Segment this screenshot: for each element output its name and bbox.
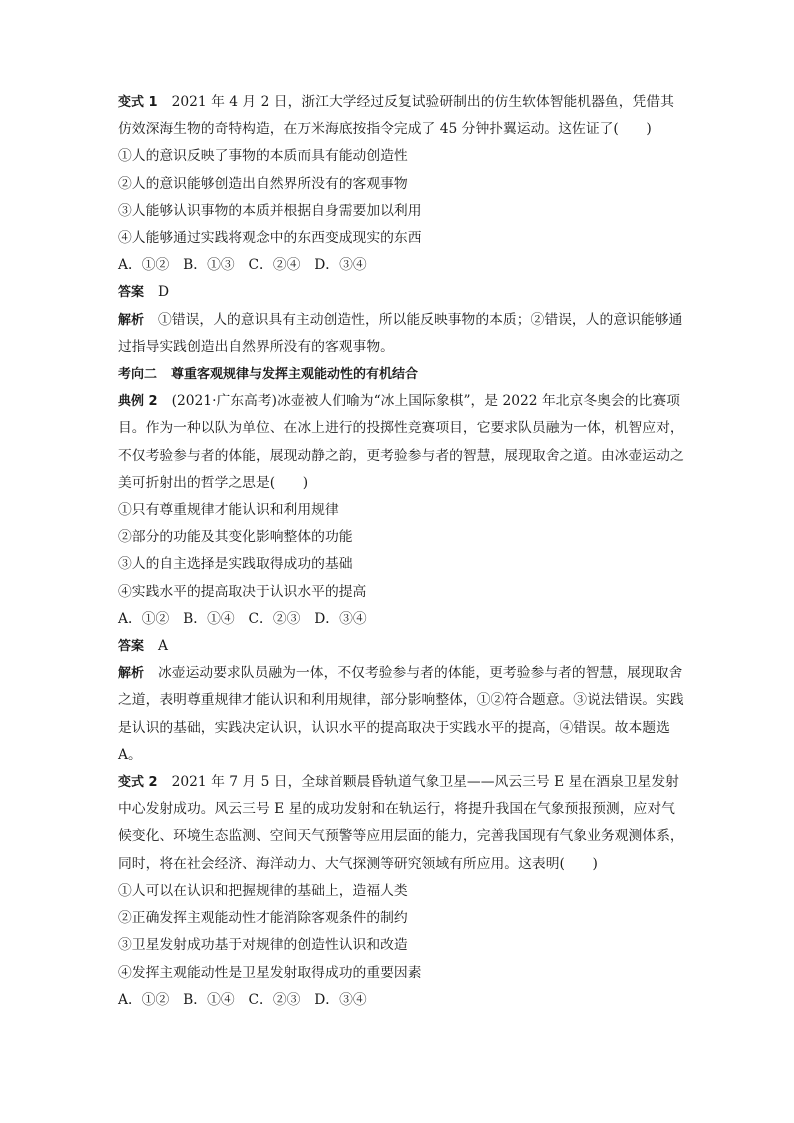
answer-value: D [158, 284, 170, 301]
document-content [118, 89, 684, 1014]
section-heading [118, 361, 684, 388]
analysis-label: 解析 [118, 666, 145, 682]
variant1-stem-text: 2021 年 4 月 2 日，浙江大学经过反复试验研制出的仿生软体智能机器鱼，凭借其仿效深海生物的奇特构造，在万米海底按指令完成了 45 分钟扑翼运动。这佐证了( ) [118, 94, 674, 138]
section-title: 尊重客观规律与发挥主观能动性的有机结合 [171, 367, 419, 383]
variant1-analysis [118, 307, 684, 361]
variant1-option-2: ②人的意识能够创造出自然界所没有的客观事物 [118, 175, 408, 192]
variant1-stem [118, 89, 684, 143]
variant1-option-3: ③人能够认识事物的本质并根据自身需要加以利用 [118, 202, 422, 219]
variant2-choices: A．①② B．①④ C．②③ D．③④ [118, 991, 367, 1008]
variant1-choices: A．①② B．①③ C．②④ D．③④ [118, 257, 367, 274]
variant1-option-4: ④人能够通过实践将观念中的东西变成现实的东西 [118, 230, 422, 247]
variant2-stem-text: 2021 年 7 月 5 日，全球首颗晨昏轨道气象卫星——风云三号 E 星在酒泉卫星发射中心发射成功。风云三号 E 星的成功发射和在轨运行，将提升我国在气象预报预测，应对气候变化、环境生态监测、空间天气预警等应用层面的能力，完善我国现有气象业务观测体系，同时，将在社会经济、海洋动力、大气探测等研究领域有所应用。这表明( ) [118, 774, 684, 872]
section-label: 考向二 [118, 367, 158, 383]
example2-stem-text: (2021·广东高考)冰壶被人们喻为“冰上国际象棋”，是 2022 年北京冬奥会的比赛项目。作为一种以队为单位、在冰上进行的投掷性竞赛项目，它要求队员融为一体，机智应对，不仅考验参与者的体能，展现动静之韵，更考验参与者的智慧，展现取舍之道。由冰壶运动之美可折射出的哲学之思是( ) [118, 393, 684, 491]
example2-stem [118, 388, 684, 497]
example2-answer [118, 633, 684, 660]
example2-label: 典例 2 [118, 394, 158, 410]
analysis-label: 解析 [118, 312, 145, 328]
variant2-label: 变式 2 [118, 775, 158, 791]
example2-analysis [118, 660, 684, 769]
variant2-option-3: ③卫星发射成功基于对规律的创造性认识和改造 [118, 937, 408, 954]
variant1-option-1: ①人的意识反映了事物的本质而具有能动创造性 [118, 148, 408, 165]
example2-option-3: ③人的自主选择是实践取得成功的基础 [118, 556, 353, 573]
variant1-label: 变式 1 [118, 95, 158, 110]
variant2-option-4: ④发挥主观能动性是卫星发射取得成功的重要因素 [118, 964, 422, 981]
analysis-text: 冰壶运动要求队员融为一体，不仅考验参与者的体能，更考验参与者的智慧，展现取舍之道，表明尊重规律才能认识和利用规律，部分影响整体，①②符合题意。③说法错误。实践是认识的基础，实践决定认识，认识水平的提高取决于实践水平的提高，④错误。故本题选 A。 [118, 665, 684, 763]
example2-option-1: ①只有尊重规律才能认识和利用规律 [118, 502, 339, 519]
variant2-option-2: ②正确发挥主观能动性才能消除客观条件的制约 [118, 910, 408, 927]
answer-label: 答案 [118, 285, 145, 301]
analysis-text: ①错误，人的意识具有主动创造性，所以能反映事物的本质；②错误，人的意识能够通过指导实践创造出自然界所没有的客观事物。 [118, 311, 683, 355]
variant2-option-1: ①人可以在认识和把握规律的基础上，造福人类 [118, 882, 408, 899]
answer-value: A [158, 638, 168, 655]
example2-choices: A．①② B．①④ C．②③ D．③④ [118, 610, 367, 627]
variant2-stem [118, 769, 684, 878]
answer-label: 答案 [118, 639, 145, 655]
variant1-answer [118, 279, 684, 306]
example2-option-4: ④实践水平的提高取决于认识水平的提高 [118, 583, 367, 600]
example2-option-2: ②部分的功能及其变化影响整体的功能 [118, 529, 353, 546]
